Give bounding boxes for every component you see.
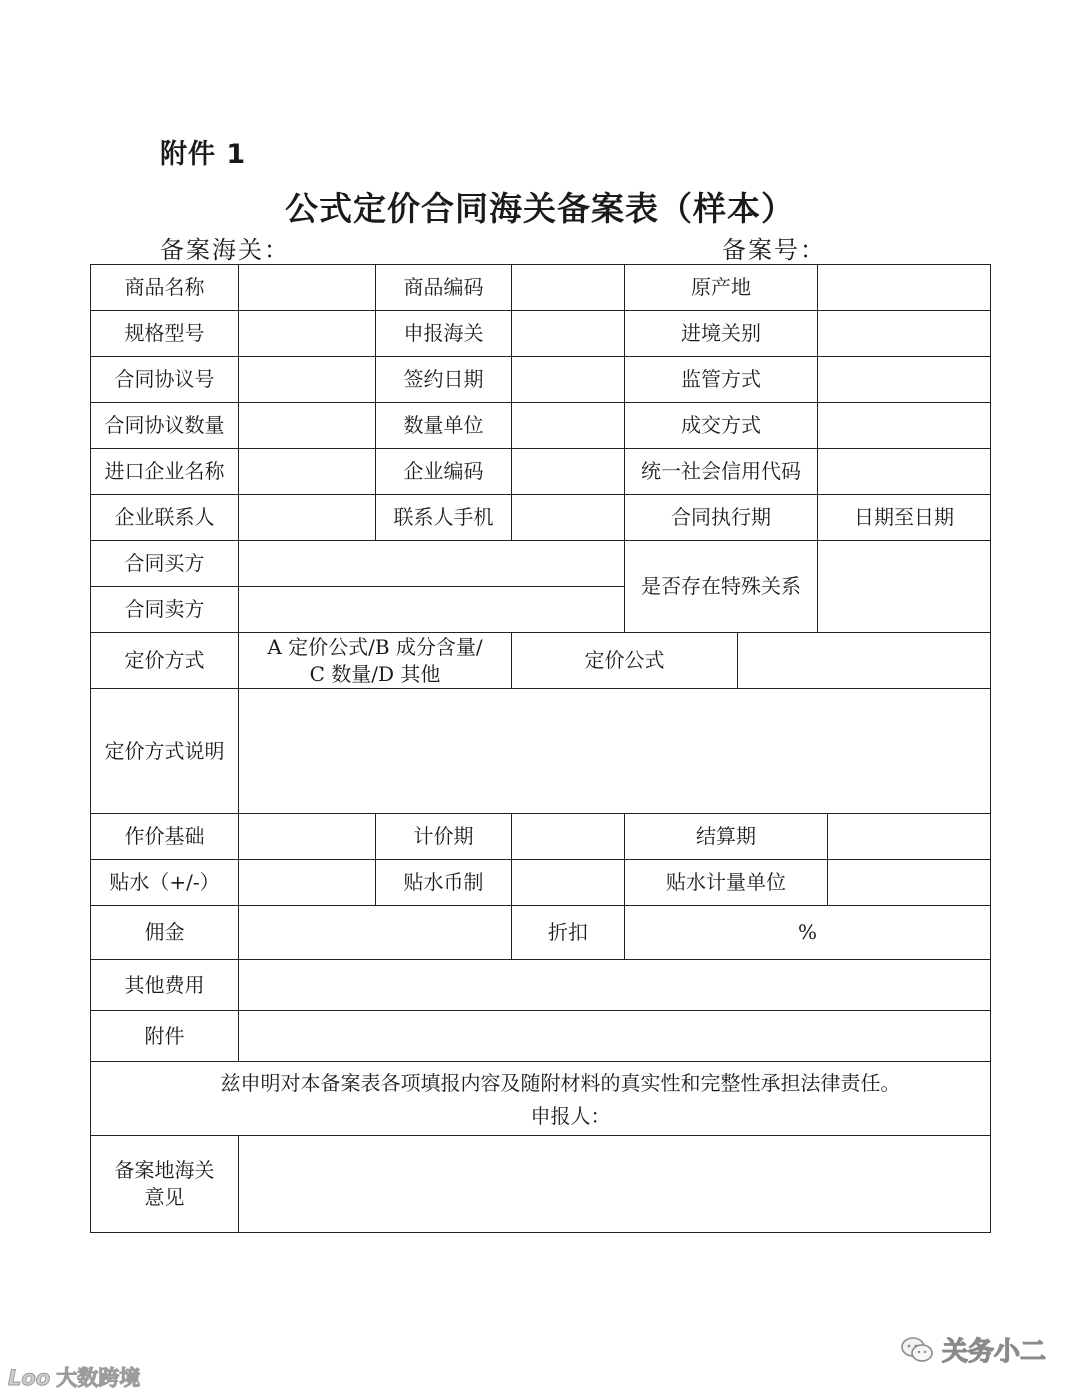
field-other-fees[interactable] — [239, 960, 991, 1011]
field-customs-opinion[interactable] — [239, 1136, 991, 1233]
field-pricing-options[interactable] — [239, 633, 512, 689]
label-premium: 贴水（+/-） — [91, 860, 239, 906]
table-row — [91, 689, 991, 814]
field-discount[interactable] — [625, 906, 991, 960]
field-commission[interactable] — [239, 906, 512, 960]
pricing-options-line-2: C 数量/D 其他 — [309, 661, 441, 686]
field-pricing-basis[interactable] — [239, 814, 376, 860]
label-contract-no: 合同协议号 — [91, 357, 239, 403]
label-attachments: 附件 — [91, 1011, 239, 1062]
field-origin[interactable] — [818, 265, 991, 311]
watermark-logo: Loo — [8, 1366, 51, 1390]
wechat-icon — [900, 1336, 934, 1364]
filing-form-table — [90, 264, 991, 1233]
watermark-right-text: 关务小二 — [942, 1337, 1047, 1367]
form-title: 公式定价合同海关备案表（样本） — [285, 189, 795, 228]
table-row — [91, 906, 991, 960]
field-contract-quantity[interactable] — [239, 403, 376, 449]
field-seller[interactable] — [239, 587, 625, 633]
field-supervision-mode[interactable] — [818, 357, 991, 403]
table-row — [91, 1011, 991, 1062]
label-product-name: 商品名称 — [91, 265, 239, 311]
filing-customs-label: 备案海关： — [160, 236, 290, 264]
label-pricing-basis: 作价基础 — [91, 814, 239, 860]
field-pricing-description[interactable] — [239, 689, 991, 814]
table-row — [91, 449, 991, 495]
filing-number-label: 备案号： — [722, 236, 826, 264]
declaration-cell — [91, 1062, 991, 1136]
label-pricing-period: 计价期 — [376, 814, 512, 860]
field-importer-name[interactable] — [239, 449, 376, 495]
label-quantity-unit: 数量单位 — [376, 403, 512, 449]
field-special-relation[interactable] — [818, 541, 991, 633]
field-pricing-formula[interactable] — [738, 633, 991, 689]
table-row — [91, 1062, 991, 1136]
field-quantity-unit[interactable] — [512, 403, 625, 449]
field-contact-mobile[interactable] — [512, 495, 625, 541]
field-settlement-period[interactable] — [828, 814, 991, 860]
label-execution-period: 合同执行期 — [625, 495, 818, 541]
table-row — [91, 357, 991, 403]
label-importer-name: 进口企业名称 — [91, 449, 239, 495]
label-discount: 折扣 — [512, 906, 625, 960]
table-row — [91, 495, 991, 541]
table-row — [91, 1136, 991, 1233]
label-spec-model: 规格型号 — [91, 311, 239, 357]
field-attachments[interactable] — [239, 1011, 991, 1062]
customs-opinion-line-1: 备案地海关 — [114, 1158, 215, 1182]
field-contact-person[interactable] — [239, 495, 376, 541]
label-other-fees: 其他费用 — [91, 960, 239, 1011]
label-pricing-description: 定价方式说明 — [91, 689, 239, 814]
label-sign-date: 签约日期 — [376, 357, 512, 403]
customs-opinion-line-2: 意见 — [144, 1185, 185, 1209]
attachment-label: 附件 1 — [160, 139, 247, 170]
field-premium-unit[interactable] — [828, 860, 991, 906]
pricing-options-line-1: A 定价公式/B 成分含量/ — [267, 634, 483, 659]
field-buyer[interactable] — [239, 541, 625, 587]
table-row — [91, 633, 991, 689]
field-credit-code[interactable] — [818, 449, 991, 495]
percent-sign: % — [797, 920, 817, 944]
label-pricing-method: 定价方式 — [91, 633, 239, 689]
table-row — [91, 403, 991, 449]
field-entry-port[interactable] — [818, 311, 991, 357]
field-enterprise-code[interactable] — [512, 449, 625, 495]
field-declare-customs[interactable] — [512, 311, 625, 357]
field-product-name[interactable] — [239, 265, 376, 311]
label-credit-code: 统一社会信用代码 — [625, 449, 818, 495]
label-premium-currency: 贴水币制 — [376, 860, 512, 906]
label-contact-mobile: 联系人手机 — [376, 495, 512, 541]
label-origin: 原产地 — [625, 265, 818, 311]
label-enterprise-code: 企业编码 — [376, 449, 512, 495]
label-supervision-mode: 监管方式 — [625, 357, 818, 403]
field-product-code[interactable] — [512, 265, 625, 311]
label-buyer: 合同买方 — [91, 541, 239, 587]
label-pricing-formula: 定价公式 — [512, 633, 738, 689]
label-contract-quantity: 合同协议数量 — [91, 403, 239, 449]
watermark-left-text: 大数跨境 — [56, 1366, 141, 1390]
watermark-left — [8, 1362, 140, 1392]
table-row — [91, 311, 991, 357]
field-contract-no[interactable] — [239, 357, 376, 403]
label-seller: 合同卖方 — [91, 587, 239, 633]
label-commission: 佣金 — [91, 906, 239, 960]
label-special-relation: 是否存在特殊关系 — [625, 541, 818, 633]
declarant-label: 申报人： — [530, 1103, 611, 1128]
field-sign-date[interactable] — [512, 357, 625, 403]
watermark-right — [900, 1331, 1046, 1368]
table-row — [91, 860, 991, 906]
field-pricing-period[interactable] — [512, 814, 625, 860]
label-declare-customs: 申报海关 — [376, 311, 512, 357]
label-product-code: 商品编码 — [376, 265, 512, 311]
field-execution-period[interactable]: 日期至日期 — [818, 495, 991, 541]
label-transaction-mode: 成交方式 — [625, 403, 818, 449]
table-row — [91, 541, 991, 587]
field-premium-currency[interactable] — [512, 860, 625, 906]
table-row — [91, 814, 991, 860]
declaration-text: 兹申明对本备案表各项填报内容及随附材料的真实性和完整性承担法律责任。 — [220, 1070, 901, 1095]
label-entry-port: 进境关别 — [625, 311, 818, 357]
field-transaction-mode[interactable] — [818, 403, 991, 449]
field-spec-model[interactable] — [239, 311, 376, 357]
label-customs-opinion — [91, 1136, 239, 1233]
label-contact-person: 企业联系人 — [91, 495, 239, 541]
field-premium[interactable] — [239, 860, 376, 906]
table-row — [91, 960, 991, 1011]
label-settlement-period: 结算期 — [625, 814, 828, 860]
table-row — [91, 265, 991, 311]
label-premium-unit: 贴水计量单位 — [625, 860, 828, 906]
